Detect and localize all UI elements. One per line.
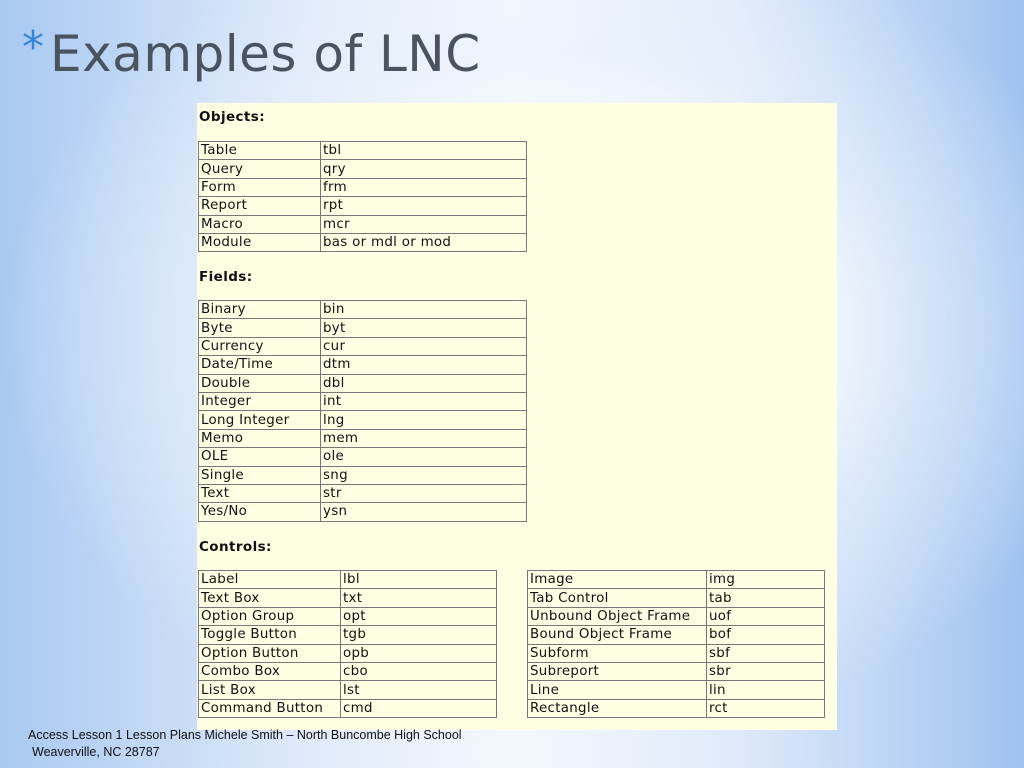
cell-prefix: bin bbox=[321, 301, 527, 319]
table-row bbox=[199, 215, 527, 233]
table-row bbox=[199, 429, 527, 447]
cell-item-name: Text bbox=[199, 484, 321, 502]
table-row bbox=[199, 662, 497, 680]
lnc-reference-panel bbox=[197, 103, 837, 730]
objects-heading: Objects: bbox=[199, 109, 266, 125]
table-row bbox=[528, 662, 825, 680]
cell-prefix: rct bbox=[707, 699, 825, 717]
cell-prefix: frm bbox=[321, 178, 527, 196]
table-row bbox=[199, 448, 527, 466]
table-row bbox=[199, 466, 527, 484]
cell-prefix: byt bbox=[321, 319, 527, 337]
fields-table bbox=[198, 300, 527, 522]
cell-prefix: txt bbox=[341, 589, 497, 607]
cell-prefix: mem bbox=[321, 429, 527, 447]
cell-item-name: Line bbox=[528, 681, 707, 699]
cell-prefix: dtm bbox=[321, 356, 527, 374]
table-row bbox=[199, 301, 527, 319]
cell-item-name: Long Integer bbox=[199, 411, 321, 429]
table-row bbox=[199, 411, 527, 429]
cell-item-name: Bound Object Frame bbox=[528, 626, 707, 644]
table-row bbox=[199, 374, 527, 392]
table-row bbox=[199, 142, 527, 160]
cell-prefix: sbf bbox=[707, 644, 825, 662]
cell-prefix: lng bbox=[321, 411, 527, 429]
cell-item-name: Integer bbox=[199, 392, 321, 410]
table-row bbox=[528, 681, 825, 699]
cell-prefix: sng bbox=[321, 466, 527, 484]
cell-prefix: cbo bbox=[341, 662, 497, 680]
table-row bbox=[199, 626, 497, 644]
fields-heading: Fields: bbox=[199, 269, 253, 285]
cell-prefix: int bbox=[321, 392, 527, 410]
cell-prefix: ole bbox=[321, 448, 527, 466]
slide-title bbox=[22, 22, 481, 102]
table-row bbox=[199, 681, 497, 699]
table-row bbox=[199, 699, 497, 717]
cell-prefix: str bbox=[321, 484, 527, 502]
cell-prefix: qry bbox=[321, 160, 527, 178]
table-row bbox=[199, 356, 527, 374]
cell-item-name: Currency bbox=[199, 337, 321, 355]
cell-item-name: Macro bbox=[199, 215, 321, 233]
footer-line-1: Access Lesson 1 Lesson Plans Michele Smith – North Buncombe High School bbox=[28, 728, 462, 742]
cell-item-name: Option Button bbox=[199, 644, 341, 662]
cell-item-name: Label bbox=[199, 571, 341, 589]
cell-item-name: Binary bbox=[199, 301, 321, 319]
cell-item-name: Toggle Button bbox=[199, 626, 341, 644]
cell-prefix: rpt bbox=[321, 197, 527, 215]
table-row bbox=[199, 589, 497, 607]
cell-prefix: lbl bbox=[341, 571, 497, 589]
cell-prefix: cmd bbox=[341, 699, 497, 717]
cell-item-name: Date/Time bbox=[199, 356, 321, 374]
cell-prefix: sbr bbox=[707, 662, 825, 680]
cell-prefix: lst bbox=[341, 681, 497, 699]
table-row bbox=[199, 503, 527, 521]
controls-table-right bbox=[527, 570, 825, 718]
cell-prefix: cur bbox=[321, 337, 527, 355]
cell-prefix: mcr bbox=[321, 215, 527, 233]
table-row bbox=[528, 644, 825, 662]
cell-prefix: tab bbox=[707, 589, 825, 607]
footer bbox=[28, 727, 462, 761]
cell-item-name: Subreport bbox=[528, 662, 707, 680]
cell-prefix: tgb bbox=[341, 626, 497, 644]
cell-prefix: tbl bbox=[321, 142, 527, 160]
cell-item-name: Text Box bbox=[199, 589, 341, 607]
cell-item-name: List Box bbox=[199, 681, 341, 699]
table-row bbox=[199, 233, 527, 251]
table-row bbox=[199, 337, 527, 355]
table-row bbox=[199, 644, 497, 662]
table-row bbox=[199, 197, 527, 215]
table-row bbox=[199, 392, 527, 410]
cell-item-name: Combo Box bbox=[199, 662, 341, 680]
table-row bbox=[528, 626, 825, 644]
cell-item-name: Module bbox=[199, 233, 321, 251]
cell-item-name: Single bbox=[199, 466, 321, 484]
cell-prefix: dbl bbox=[321, 374, 527, 392]
cell-item-name: Report bbox=[199, 197, 321, 215]
cell-item-name: Command Button bbox=[199, 699, 341, 717]
controls-heading: Controls: bbox=[199, 539, 272, 555]
cell-item-name: Double bbox=[199, 374, 321, 392]
cell-item-name: Subform bbox=[528, 644, 707, 662]
cell-item-name: Option Group bbox=[199, 607, 341, 625]
controls-table-left bbox=[198, 570, 497, 718]
cell-item-name: Form bbox=[199, 178, 321, 196]
cell-item-name: Yes/No bbox=[199, 503, 321, 521]
cell-prefix: img bbox=[707, 571, 825, 589]
table-row bbox=[199, 607, 497, 625]
cell-prefix: lin bbox=[707, 681, 825, 699]
cell-item-name: Unbound Object Frame bbox=[528, 607, 707, 625]
cell-prefix: opb bbox=[341, 644, 497, 662]
objects-table bbox=[198, 141, 527, 252]
cell-item-name: Byte bbox=[199, 319, 321, 337]
table-row bbox=[528, 589, 825, 607]
cell-item-name: Image bbox=[528, 571, 707, 589]
cell-item-name: OLE bbox=[199, 448, 321, 466]
cell-item-name: Table bbox=[199, 142, 321, 160]
cell-item-name: Rectangle bbox=[528, 699, 707, 717]
cell-item-name: Tab Control bbox=[528, 589, 707, 607]
cell-prefix: bas or mdl or mod bbox=[321, 233, 527, 251]
table-row bbox=[528, 699, 825, 717]
table-row bbox=[199, 484, 527, 502]
cell-item-name: Memo bbox=[199, 429, 321, 447]
cell-prefix: opt bbox=[341, 607, 497, 625]
table-row bbox=[199, 571, 497, 589]
page-title: Examples of LNC bbox=[50, 25, 481, 83]
table-row bbox=[528, 571, 825, 589]
table-row bbox=[199, 319, 527, 337]
cell-item-name: Query bbox=[199, 160, 321, 178]
table-row bbox=[199, 160, 527, 178]
table-row bbox=[199, 178, 527, 196]
cell-prefix: uof bbox=[707, 607, 825, 625]
cell-prefix: ysn bbox=[321, 503, 527, 521]
title-bullet: * bbox=[22, 22, 44, 73]
footer-line-2: Weaverville, NC 28787 bbox=[32, 745, 160, 759]
cell-prefix: bof bbox=[707, 626, 825, 644]
table-row bbox=[528, 607, 825, 625]
